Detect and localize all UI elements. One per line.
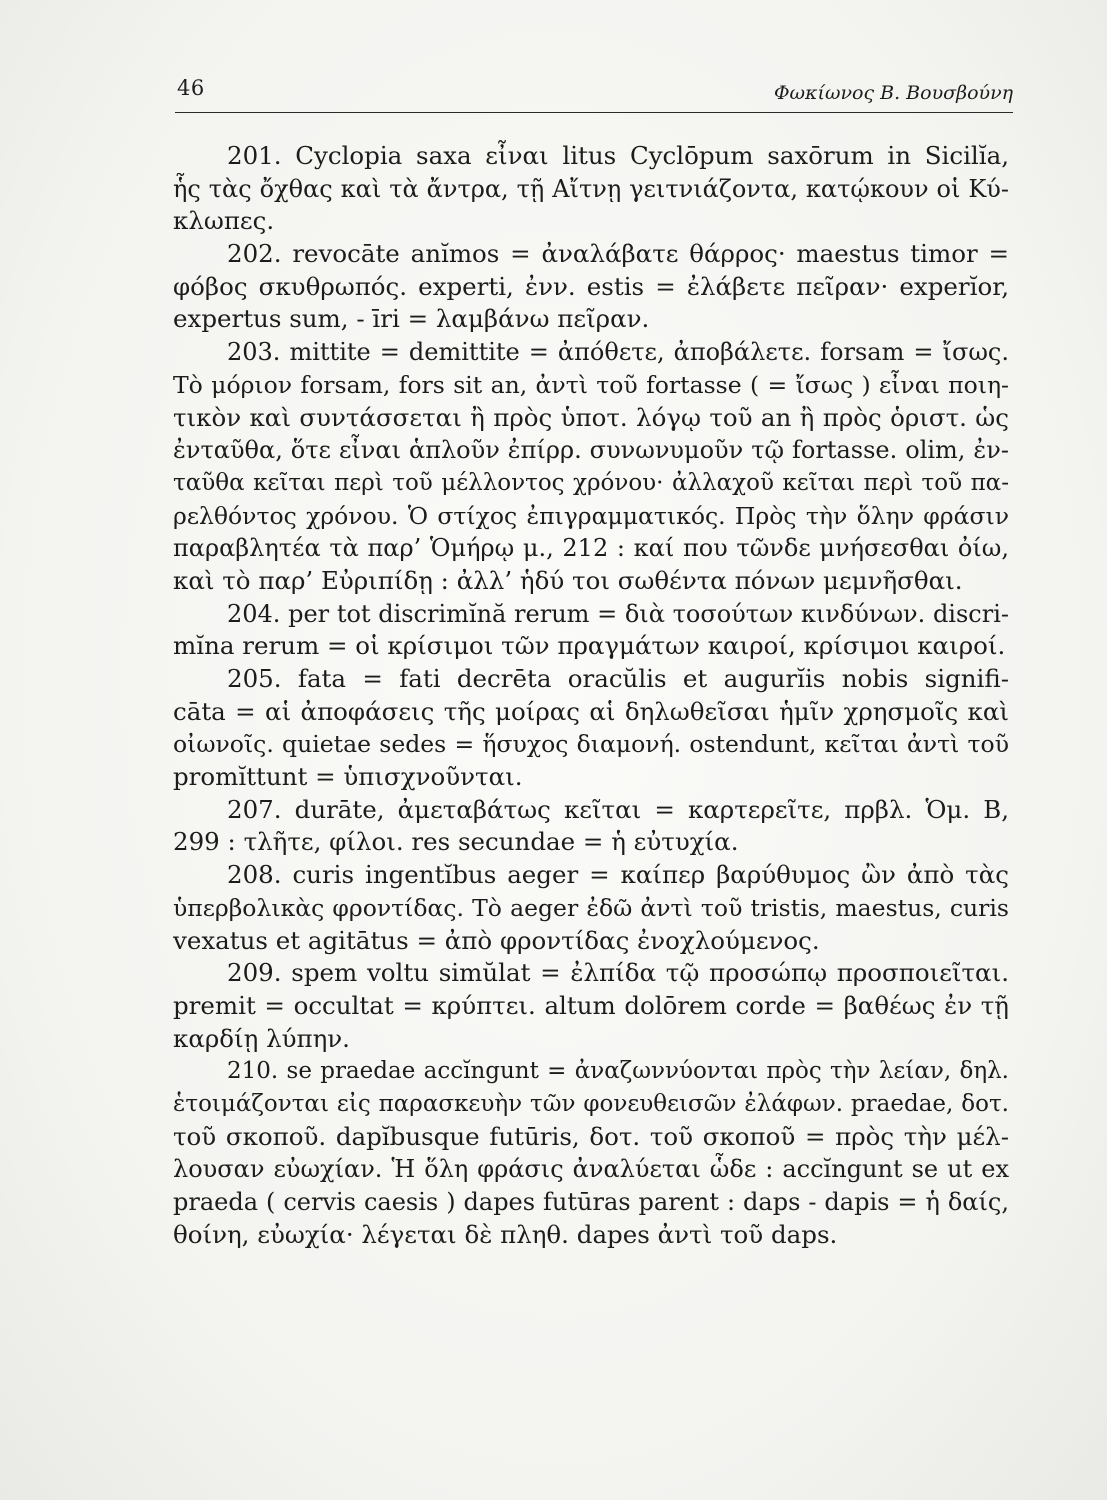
text-line: ἧς τὰς ὄχθας καὶ τὰ ἄντρα, τῇ Αἴτνῃ γειτνιάζοντα, κατῴκουν οἱ Κύ- xyxy=(173,174,1009,203)
text-line: 299 : τλῆτε, φίλοι. res secundae = ἡ εὐτυχία. xyxy=(173,827,739,857)
text-line: 207. durāte, ἀμεταβάτως κεῖται = καρτερεῖτε, πρβλ. Ὁμ. Β, xyxy=(227,794,1009,824)
text-line: 202. revocāte anĭmos = ἀναλάβατε θάρρος· maestus timor = xyxy=(227,239,1009,269)
text-line: λουσαν εὐωχίαν. Ἡ ὅλη φράσις ἀναλύεται ὧδε : accĭngunt se ut ex xyxy=(173,1155,1009,1184)
text-line: 208. curis ingentĭbus aeger = καίπερ βαρύθυμος ὢν ἀπὸ τὰς xyxy=(227,860,1009,890)
text-line: mĭna rerum = οἱ κρίσιμοι τῶν πραγμάτων καιροί, κρίσιμοι καιροί. xyxy=(173,631,1006,661)
text-line: καὶ τὸ παρ’ Εὐριπίδῃ : ἀλλ’ ἡδύ τοι σωθέντα πόνων μεμνῆσθαι. xyxy=(173,565,963,595)
page-header xyxy=(175,72,1013,113)
text-line: 204. per tot discrimĭnă rerum = διὰ τοσούτων κινδύνων. discri- xyxy=(227,599,1009,628)
text-line: ρελθόντος χρόνου. Ὁ στίχος ἐπιγραμματικός. Πρὸς τὴν ὅλην φράσιν xyxy=(173,501,1009,530)
commentary-body xyxy=(173,140,1009,1251)
page-number: 46 xyxy=(177,76,205,100)
text-line: praeda ( cervis caesis ) dapes futūras parent : daps - dapis = ἡ δαίς, xyxy=(173,1188,1009,1216)
text-line: ταῦθα κεῖται περὶ τοῦ μέλλοντος χρόνου· ἀλλαχοῦ κεῖται περὶ τοῦ πα- xyxy=(173,469,1009,496)
text-line: τικὸν καὶ συντάσσεται ἢ πρὸς ὑποτ. λόγῳ τοῦ an ἢ πρὸς ὁριστ. ὡς xyxy=(173,402,1009,432)
running-head: Φωκίωνος Β. Βουσβούνη xyxy=(773,82,1013,104)
text-line: 201. Cyclopia saxa εἶναι litus Cyclōpum saxōrum in Sicilĭa, xyxy=(227,141,1009,170)
text-line: expertus sum, - īri = λαμβάνω πεῖραν. xyxy=(173,304,650,334)
text-line: premit = occultat = κρύπτει. altum dolōrem corde = βαθέως ἐν τῇ xyxy=(173,990,1009,1020)
text-line: 205. fata = fati decrēta oracŭlis et augurĭis nobis signifi- xyxy=(227,664,1009,693)
text-line: 209. spem voltu simŭlat = ἐλπίδα τῷ προσώπῳ προσποιεῖται. xyxy=(227,958,1009,988)
text-line: 203. mittite = demittite = ἀπόθετε, ἀποβάλετε. forsam = ἴσως. xyxy=(227,338,1009,367)
text-line: ὑπερβολικὰς φροντίδας. Τὸ aeger ἐδῶ ἀντὶ τοῦ tristis, maestus, curis xyxy=(173,893,1009,922)
text-line: promĭttunt = ὑπισχνοῦνται. xyxy=(173,762,523,792)
text-line: τοῦ σκοποῦ. dapĭbusque futūris, δοτ. τοῦ σκοποῦ = πρὸς τὴν μέλ- xyxy=(173,1121,1009,1151)
text-line: 210. se praedae accĭngunt = ἀναζωννύονται πρὸς τὴν λείαν, δηλ. xyxy=(227,1058,1009,1085)
text-line: οἰωνοῖς. quietae sedes = ἥσυχος διαμονή. ostendunt, κεῖται ἀντὶ τοῦ xyxy=(173,730,1009,759)
text-line: παραβλητέα τὰ παρ’ Ὁμήρῳ μ., 212 : καί που τῶνδε μνήσεσθαι ὀίω, xyxy=(173,534,1009,563)
text-line: vexatus et agitātus = ἀπὸ φροντίδας ἐνοχλούμενος. xyxy=(173,925,820,955)
text-line: φόβος σκυθρωπός. experti, ἐνν. estis = ἐλάβετε πεῖραν· experĭor, xyxy=(173,271,1009,301)
text-line: θοίνη, εὐωχία· λέγεται δὲ πληθ. dapes ἀντὶ τοῦ daps. xyxy=(173,1219,838,1249)
text-line: Τὸ μόριον forsam, fors sit an, ἀντὶ τοῦ fortasse ( = ἴσως ) εἶναι ποιη- xyxy=(173,370,1009,399)
text-line: κλωπες. xyxy=(173,206,275,236)
text-line: cāta = αἱ ἀποφάσεις τῆς μοίρας αἱ δηλωθεῖσαι ἡμῖν χρησμοῖς καὶ xyxy=(173,696,1009,726)
text-line: καρδίῃ λύπην. xyxy=(173,1023,350,1053)
text-line: ἐνταῦθα, ὅτε εἶναι ἁπλοῦν ἐπίρρ. συνωνυμοῦν τῷ fortasse. olim, ἐν- xyxy=(173,436,1009,465)
text-line: ἑτοιμάζονται εἰς παρασκευὴν τῶν φονευθεισῶν ἐλάφων. praedae, δοτ. xyxy=(173,1090,1009,1117)
